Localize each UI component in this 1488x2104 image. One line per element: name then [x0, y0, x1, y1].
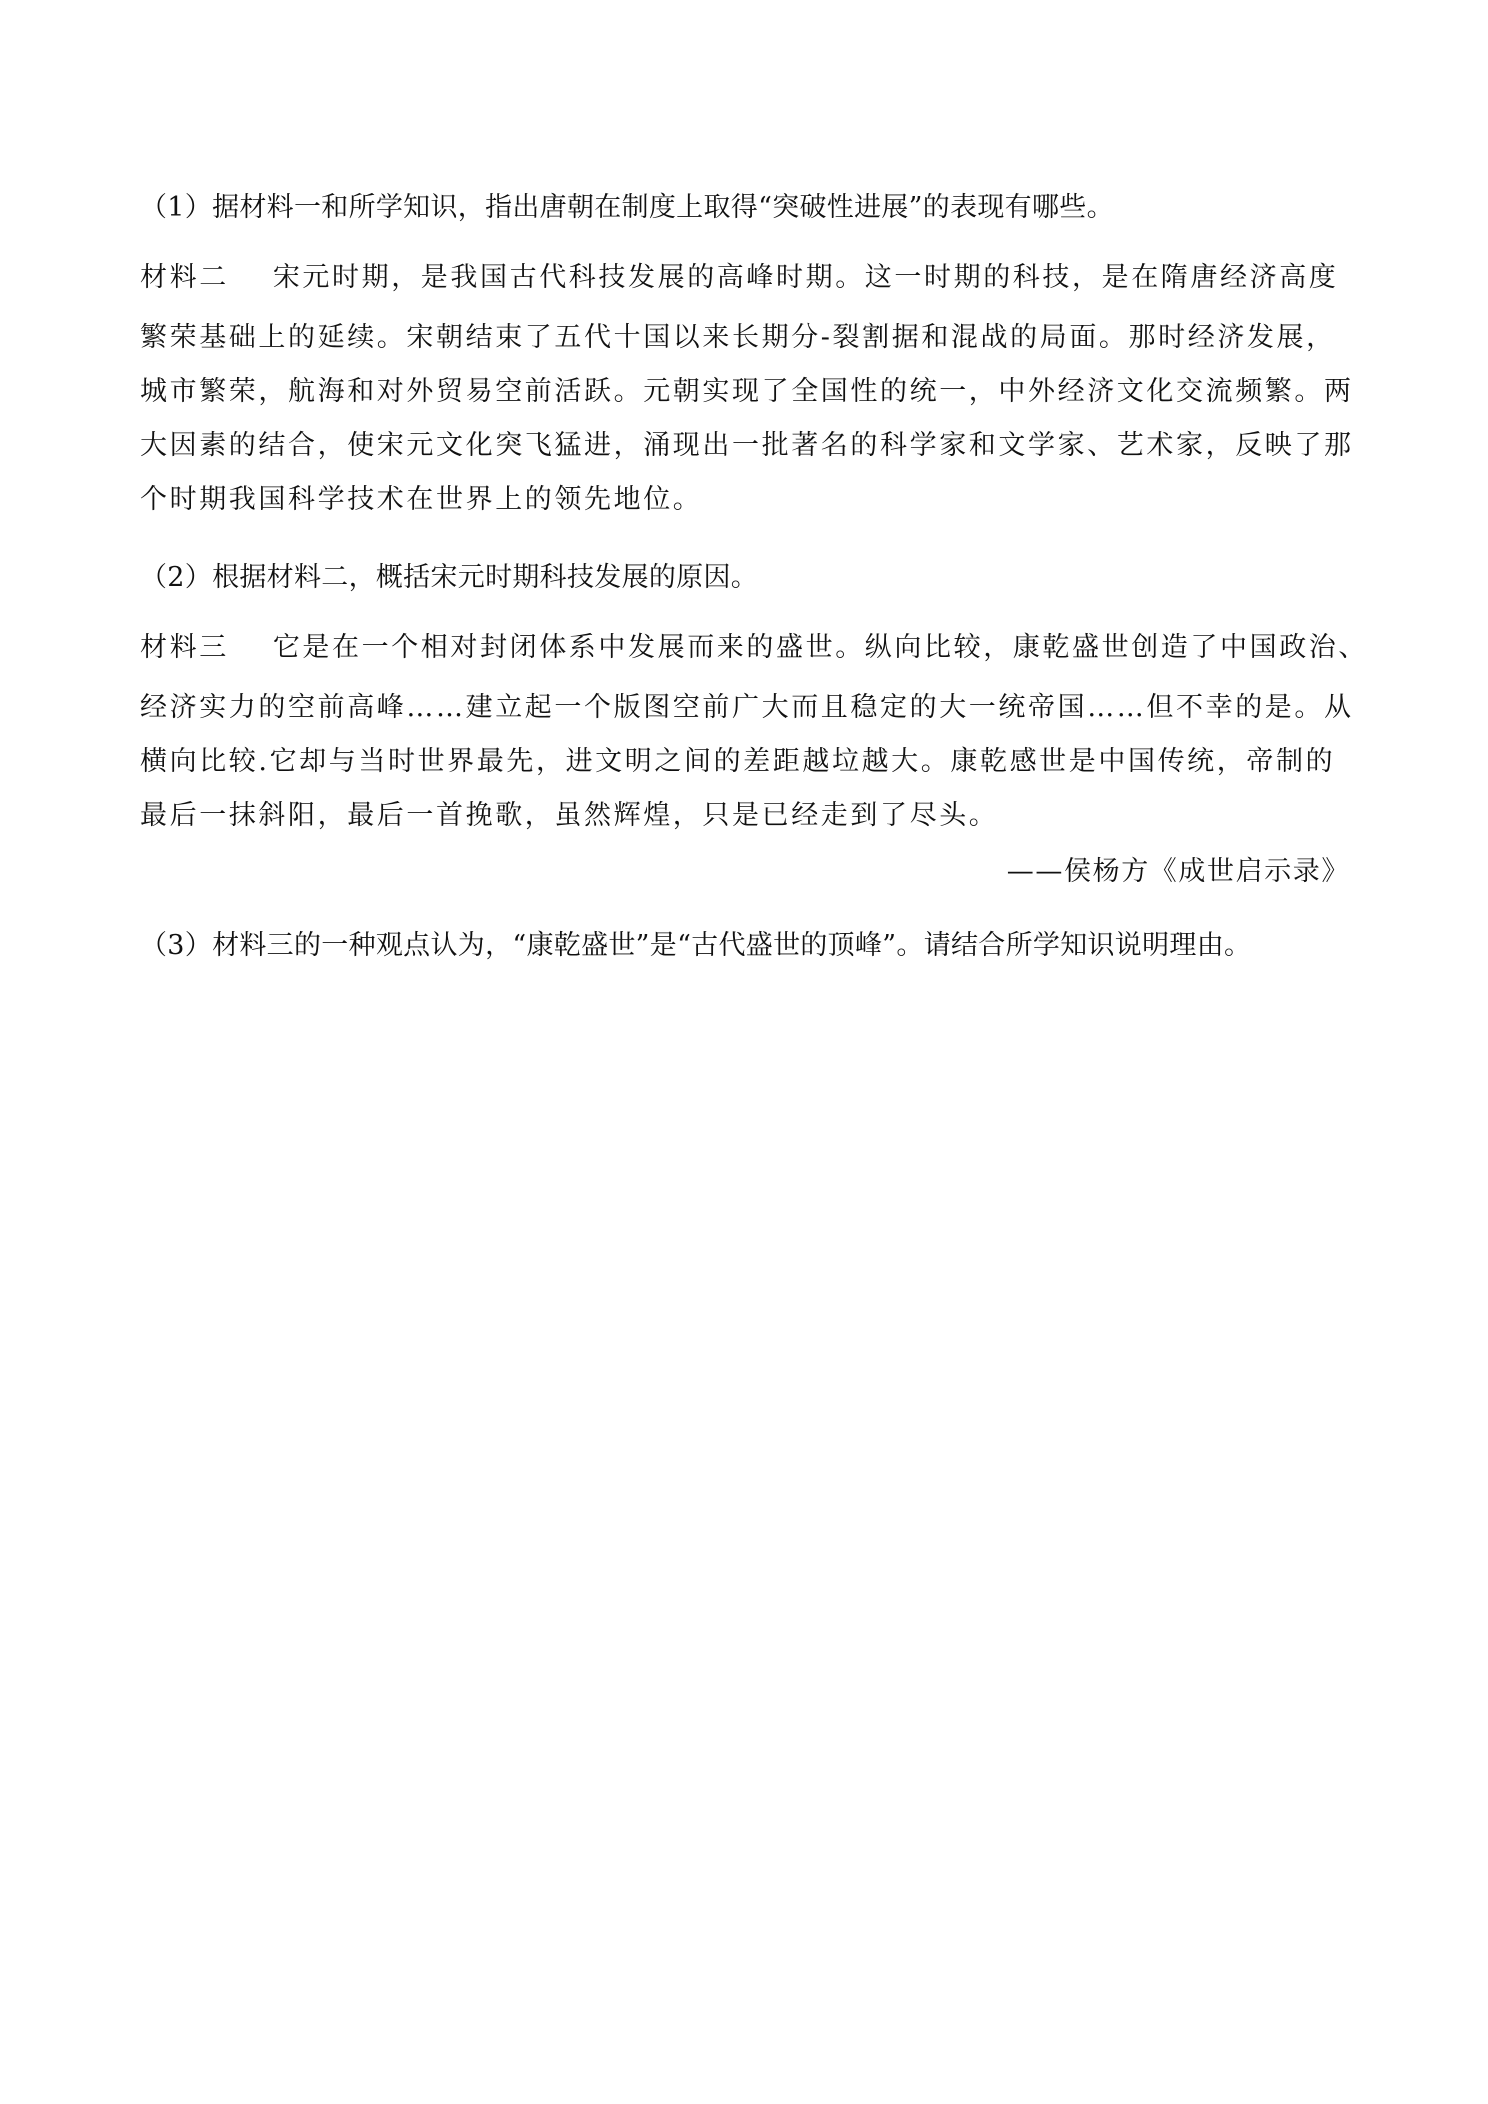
material-2-line-3: 城市繁荣，航海和对外贸易空前活跃。元朝实现了全国性的统一，中外经济文化交流频繁。两: [140, 376, 1354, 407]
material-3-source: ——侯杨方《成世启示录》: [1006, 856, 1350, 887]
material-3: [140, 626, 1369, 922]
material-3-line-3: 横向比较.它却与当时世界最先，进文明之间的差距越垃越大。康乾感世是中国传统，帝制的: [140, 746, 1336, 777]
material-2-line-4: 大因素的结合，使宋元文化突飞猛进，涌现出一批著名的科学家和文学家、艺术家，反映了那: [140, 430, 1354, 461]
material-3-line-1: [140, 626, 1368, 670]
question-3: （3）材料三的一种观点认为，“康乾盛世”是“古代盛世的顶峰”。请结合所学知识说明理由。: [140, 930, 1252, 961]
material-2-line-2: 繁荣基础上的延续。宋朝结束了五代十国以来长期分-裂割据和混战的局面。那时经济发展，: [140, 322, 1336, 353]
question-1: （1）据材料一和所学知识，指出唐朝在制度上取得“突破性进展”的表现有哪些。: [140, 192, 1114, 223]
material-2-label: 材料二: [140, 262, 229, 293]
material-3-label: 材料三: [140, 632, 229, 663]
material-2-text: 宋元时期，是我国古代科技发展的高峰时期。这一时期的科技，是在隋唐经济高度: [272, 262, 1339, 293]
material-3-text: 它是在一个相对封闭体系中发展而来的盛世。纵向比较，康乾盛世创造了中国政治、: [272, 632, 1369, 663]
material-2-line-1: [140, 256, 1338, 300]
material-2-line-5: 个时期我国科学技术在世界上的领先地位。: [140, 484, 703, 515]
question-2: （2）根据材料二，概括宋元时期科技发展的原因。: [140, 562, 759, 593]
material-3-line-2: 经济实力的空前高峰……建立起一个版图空前广大而且稳定的大一统帝国……但不幸的是。从: [140, 692, 1354, 723]
material-3-line-4: 最后一抹斜阳，最后一首挽歌，虽然辉煌，只是已经走到了尽头。: [140, 800, 999, 831]
material-2: [140, 256, 1354, 546]
